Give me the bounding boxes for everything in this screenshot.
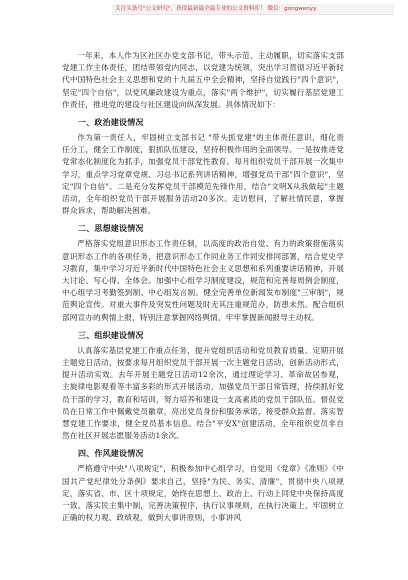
intro-paragraph: 一年来，本人作为区社区办党支部书记，带头示范、主动履职，切实落实支部党建工作主体责任，团结带领党内同志，以党建为统领，突出学习贯彻习近平新时代中国特色社会主义思想和党的十九届五中全会精神，坚持自觉践行"四个意识"，坚定"四个自信"，以党风廉政建设为重点，落实"两个维护"，切实履行基层党建工作责任，推进党的建设与社区建设向纵深发展。具体情况如下： (62, 51, 344, 109)
document-body (62, 50, 344, 525)
section-heading-style: 四、作风建设情况 (78, 449, 144, 459)
section-heading-ideology: 二、思想建设情况 (78, 224, 144, 234)
top-bar (0, 0, 408, 28)
section-body-political: 作为第一责任人，牢固树立支部书记 "带头抓党建"的主体责任意识，细化责任分工，健全工作制度，狠抓队伍建设，坚持积极作用的全面领导。一是按推进党党常态化制度化为抓手，加强党员干部党性教育。每月组织党员干部开展一次集中学习，重点学习党章党规、习总书记系列讲话精神，增强党员干部"四个意识"，坚定"四个自信"。二是充分发挥党员干部模范先锋作用，结合"文明X从我做起"主题活动，全年组织党员干部开展服务活动20多次。走访慰问，了解社情民意，掌握群众诉求，帮助解决困难。 (62, 133, 344, 216)
section-body-style: 严格遵守中央"八项规定"，积极参加中心组学习，自觉用《党章》《准则》《中国共产党纪律处分条例》要求自己，坚持"为民、务实、清廉"，贯彻中央八项规定，落实省、市、区十项规定，始终在思想上、政治上、行动上同党中央保持高度一致。落实民主集中制，完善决策程序，执行议事规则，在执行决策上，牢固树立正确的权力观、政绩观，做到大事讲原则，小事讲风 (62, 464, 344, 523)
section-heading-organization: 三、组织建设情况 (78, 330, 144, 340)
section-body-organization: 认真落实基层党建工作重点任务，提升党组织活动和党员教育质量。定期开展主题党日活动，按要求每月组织党员干部开展一次主题党日活动，创新活动形式，提升活动实效。去年开展主题党日活动12余次，通过理论学习、革命故居参观，主旋律电影观看等丰富多彩的形式开展活动，加强党员干部日常管理，持续抓好党员干部的学习、教育和培训，努力培养和建设一支高素质的党员干部队伍。督促党员在日常工作中佩戴党员徽章，亮出党员身份和服务承诺，接受群众监督。落实智慧党建工作要求，健全党员基本信息。结合"平安X"创建活动，全年组织党员非自然在社区开展志愿服务活动1余次。 (62, 345, 344, 441)
section-body-ideology: 严格落实党组意识形态工作责任制，以高度的政治自觉、有力的政策措施落实意识形态工作的各项任务，把意识形态工作同业务工作同安排同部署，结合党史学习教育，集中学习习近平新时代中国特色社会主义思想和系列重要讲话精神，开展大讨论、写心得、全体会。加强中心组学习制度建设，规范和完善每周例会制度，中心组学习考勤签到制、中心组发言制。健全完善单位新闻发布制度"三审制"，规范舆论宣传。对重大事件及突发性问题及时无其注重规范办，防患未然。配合组织部网宣办的舆情上报，特别注意掌握网络舆情，牢牢掌握新闻报导主动权。 (62, 239, 344, 322)
promo-banner[interactable]: 关注头条号"公文研究"，获得最新最全最专业的公文资料库！ 微信：gongwenyy (112, 4, 394, 15)
section-heading-political: 一、政治建设情况 (78, 118, 144, 128)
